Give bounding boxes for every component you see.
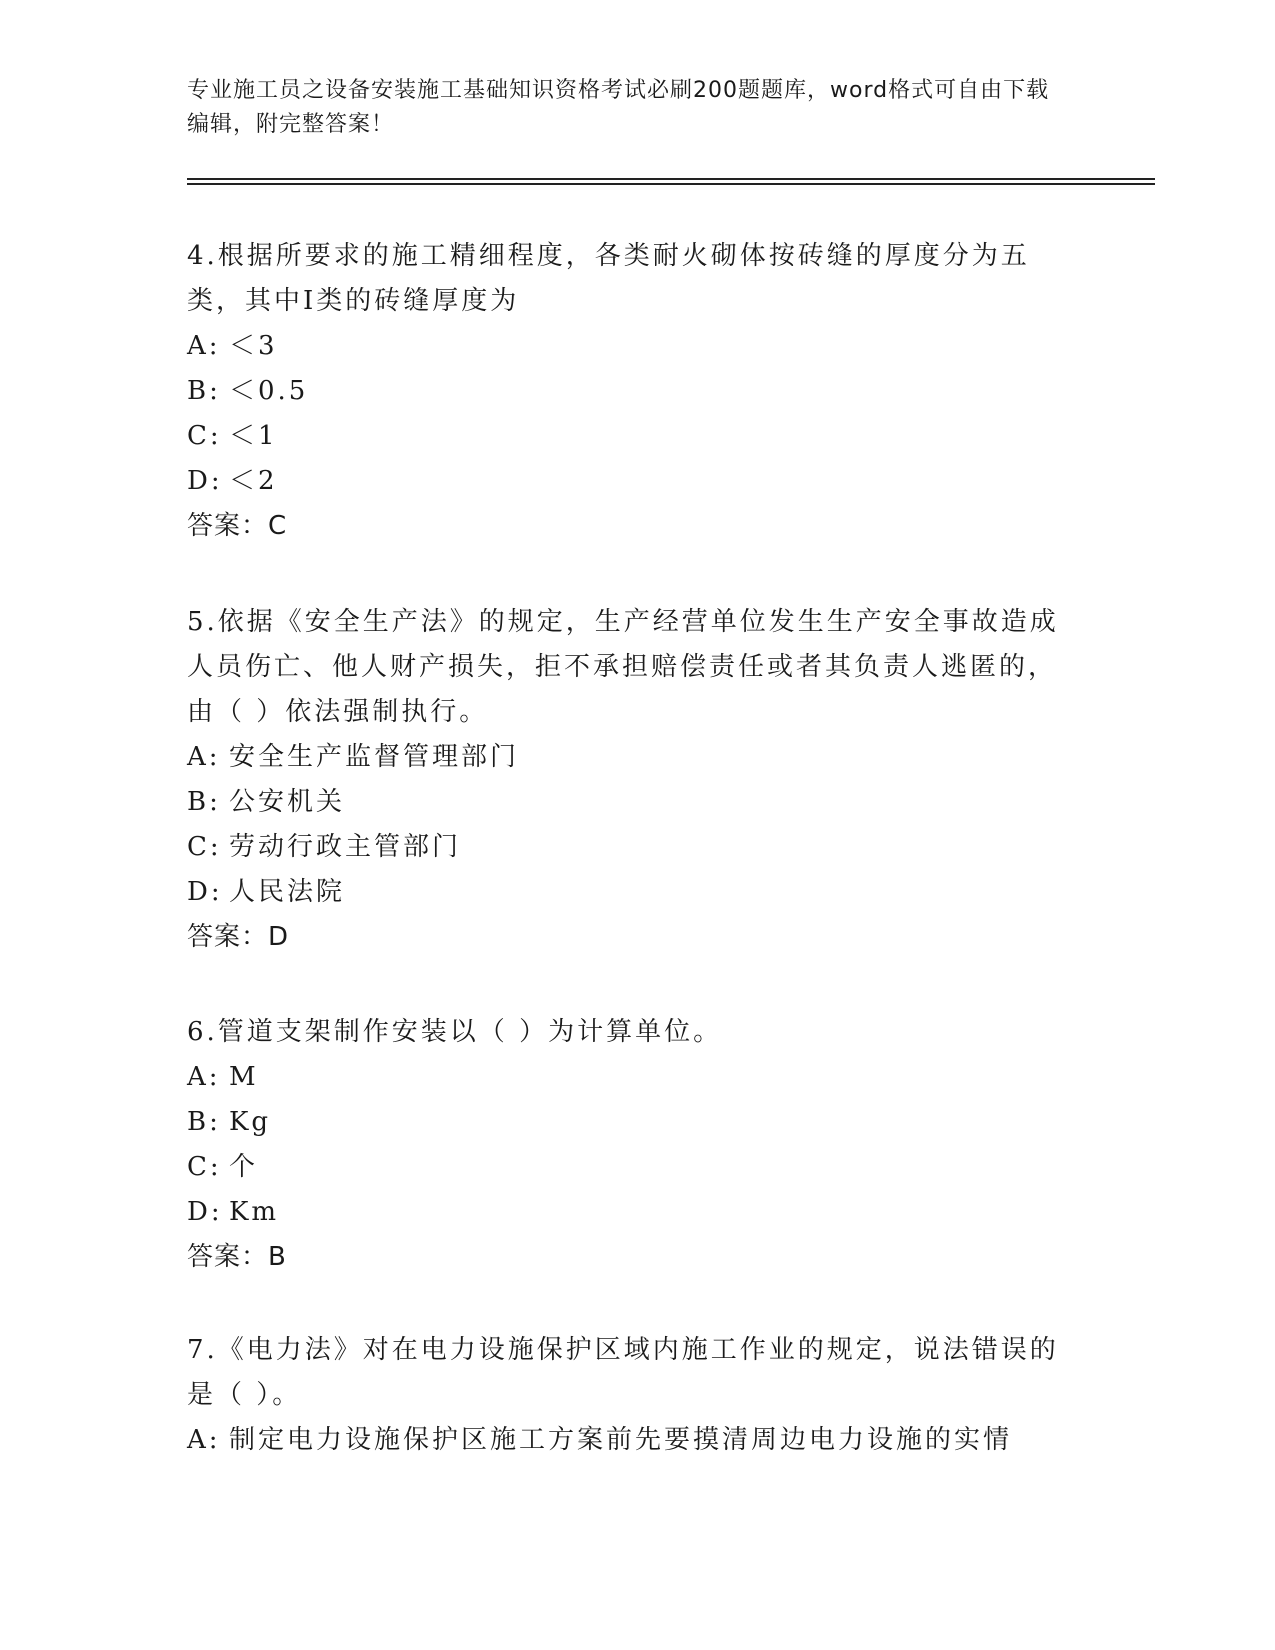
- option-d: [187, 870, 1067, 915]
- option-d: [187, 1190, 1067, 1235]
- option-text: Km: [229, 1197, 280, 1227]
- option-letter: C:: [187, 1152, 222, 1182]
- answer-line: 答案：B: [187, 1242, 287, 1272]
- option-text: 劳动行政主管部门: [229, 832, 462, 862]
- document-header: 专业施工员之设备安装施工基础知识资格考试必刷200题题库，word格式可自由下载编辑，附完整答案！: [187, 78, 1050, 137]
- option-letter: A:: [187, 1062, 221, 1092]
- option-letter: C:: [187, 421, 222, 451]
- option-c: [187, 825, 1067, 870]
- question-7: [187, 1328, 1067, 1463]
- option-b: [187, 780, 1067, 825]
- question-text: 7.《电力法》对在电力设施保护区域内施工作业的规定，说法错误的是（ ）。: [187, 1335, 1059, 1410]
- option-text: M: [229, 1062, 259, 1092]
- option-b: [187, 1100, 1067, 1145]
- question-4: [187, 234, 1067, 549]
- answer-line: 答案：C: [187, 511, 288, 541]
- option-letter: D:: [187, 1197, 223, 1227]
- option-letter: A:: [187, 331, 221, 361]
- question-5: [187, 600, 1067, 960]
- option-text: 安全生产监督管理部门: [229, 742, 520, 772]
- option-letter: A:: [187, 1425, 221, 1455]
- question-text: 6.管道支架制作安装以（ ）为计算单位。: [187, 1017, 723, 1047]
- option-text: 公安机关: [229, 787, 346, 817]
- option-a: [187, 735, 1067, 780]
- header-divider-bottom: [187, 183, 1155, 185]
- option-text: ＜2: [229, 466, 278, 496]
- option-letter: A:: [187, 742, 221, 772]
- option-text: 人民法院: [229, 877, 346, 907]
- option-letter: B:: [187, 376, 221, 406]
- option-letter: D:: [187, 466, 223, 496]
- option-a: [187, 324, 1067, 369]
- option-text: ＜0.5: [229, 376, 309, 406]
- option-text: 个: [229, 1152, 259, 1182]
- option-text: 制定电力设施保护区施工方案前先要摸清周边电力设施的实情: [229, 1425, 1013, 1455]
- option-letter: D:: [187, 877, 223, 907]
- option-a: [187, 1418, 1067, 1463]
- option-c: [187, 414, 1067, 459]
- question-text: 5.依据《安全生产法》的规定，生产经营单位发生生产安全事故造成人员伤亡、他人财产损失，拒不承担赔偿责任或者其负责人逃匿的，由（ ）依法强制执行。: [187, 607, 1059, 727]
- option-letter: C:: [187, 832, 222, 862]
- header-divider-top: [187, 178, 1155, 180]
- question-6: [187, 1010, 1067, 1280]
- option-c: [187, 1145, 1067, 1190]
- option-text: ＜1: [229, 421, 278, 451]
- option-text: ＜3: [229, 331, 278, 361]
- option-text: Kg: [229, 1107, 272, 1137]
- question-text: 4.根据所要求的施工精细程度，各类耐火砌体按砖缝的厚度分为五类，其中Ⅰ类的砖缝厚度为: [187, 241, 1030, 316]
- option-letter: B:: [187, 1107, 221, 1137]
- answer-line: 答案：D: [187, 922, 290, 952]
- option-a: [187, 1055, 1067, 1100]
- option-letter: B:: [187, 787, 221, 817]
- option-d: [187, 459, 1067, 504]
- option-b: [187, 369, 1067, 414]
